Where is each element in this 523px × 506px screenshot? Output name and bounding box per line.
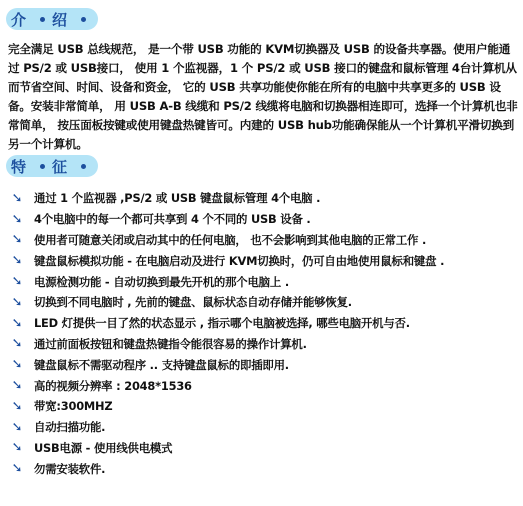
feature-text: 勿需安装软件.: [34, 461, 106, 476]
features-heading: [6, 155, 98, 177]
features-heading-char-2: 征: [52, 157, 75, 176]
heading-dot-icon: [40, 17, 45, 22]
intro-heading-char-2: 绍: [52, 10, 75, 29]
feature-item: [8, 458, 518, 479]
intro-paragraph: 完全满足 USB 总线规范， 是一个带 USB 功能的 KVM切换器及 USB 的设备共享器。使用户能通过 PS/2 或 USB接口， 使用 1 个监视器，1 个 PS/2 或 USB 接口的键盘和鼠标管理 4台计算机从而节省空间、时间、设备和资金， 它的 USB 共享功能使你能在所有的电脑中共享更多的 USB 设备。安装非常简单， 用 USB A-B 线缆和 PS/2 线缆将电脑和切换器相连即可，选择一个计算机也非常简单， 按压面板按键或使用键盘热键皆可。内建的 USB hub功能确保能从一个计算机平滑切换到另一个计算机。: [8, 42, 518, 151]
feature-text: 键盘鼠标不需驱动程序 .. 支持键盘鼠标的即插即用.: [34, 357, 289, 372]
arrow-icon: ➘: [11, 398, 23, 414]
feature-item: [8, 375, 518, 396]
feature-text: 切换到不同电脑时 , 先前的键盘、鼠标状态自动存储并能够恢复.: [34, 295, 352, 310]
arrow-icon: ➘: [11, 440, 23, 456]
feature-item: [8, 334, 518, 355]
feature-item: [8, 271, 518, 292]
arrow-icon: ➘: [11, 461, 23, 477]
arrow-icon: ➘: [11, 378, 23, 394]
intro-heading: [6, 8, 98, 30]
arrow-icon: ➘: [11, 294, 23, 310]
feature-text: 高的视频分辨率 : 2048*1536: [34, 378, 192, 393]
feature-text: 通过 1 个监视器 ,PS/2 或 USB 键盘鼠标管理 4个电脑 .: [34, 191, 321, 206]
feature-text: 键盘鼠标模拟功能 - 在电脑启动及进行 KVM切换时，仍可自由地使用鼠标和键盘 .: [34, 253, 445, 268]
heading-dot-icon: [40, 164, 45, 169]
feature-item: [8, 438, 518, 459]
arrow-icon: ➘: [11, 315, 23, 331]
feature-text: 带宽:300MHZ: [34, 399, 113, 414]
arrow-icon: ➘: [11, 232, 23, 248]
feature-item: [8, 230, 518, 251]
feature-item: [8, 292, 518, 313]
feature-item: [8, 188, 518, 209]
arrow-icon: ➘: [11, 419, 23, 435]
intro-heading-char-1: 介: [10, 10, 33, 29]
feature-text: 4个电脑中的每一个都可共享到 4 个不同的 USB 设备 .: [34, 212, 311, 227]
feature-item: [8, 354, 518, 375]
heading-dot-icon: [81, 17, 86, 22]
arrow-icon: ➘: [11, 253, 23, 269]
feature-text: 使用者可随意关闭或启动其中的任何电脑， 也不会影响到其他电脑的正常工作 .: [34, 232, 427, 247]
feature-item: [8, 396, 518, 417]
feature-item: [8, 209, 518, 230]
arrow-icon: ➘: [11, 336, 23, 352]
feature-item: [8, 313, 518, 334]
features-heading-char-1: 特: [10, 157, 33, 176]
feature-item: [8, 250, 518, 271]
arrow-icon: ➘: [11, 211, 23, 227]
feature-text: LED 灯提供一目了然的状态显示 , 指示哪个电脑被选择, 哪些电脑开机与否.: [34, 316, 410, 331]
feature-text: USB电源 - 使用线供电模式: [34, 440, 173, 455]
arrow-icon: ➘: [11, 274, 23, 290]
arrow-icon: ➘: [11, 190, 23, 206]
feature-text: 通过前面板按钮和键盘热键指令能很容易的操作计算机.: [34, 336, 307, 351]
feature-item: [8, 417, 518, 438]
feature-text: 电源检测功能 - 自动切换到最先开机的那个电脑上 .: [34, 274, 289, 289]
arrow-icon: ➘: [11, 357, 23, 373]
feature-list: [8, 188, 518, 479]
feature-text: 自动扫描功能.: [34, 420, 106, 435]
heading-dot-icon: [81, 164, 86, 169]
